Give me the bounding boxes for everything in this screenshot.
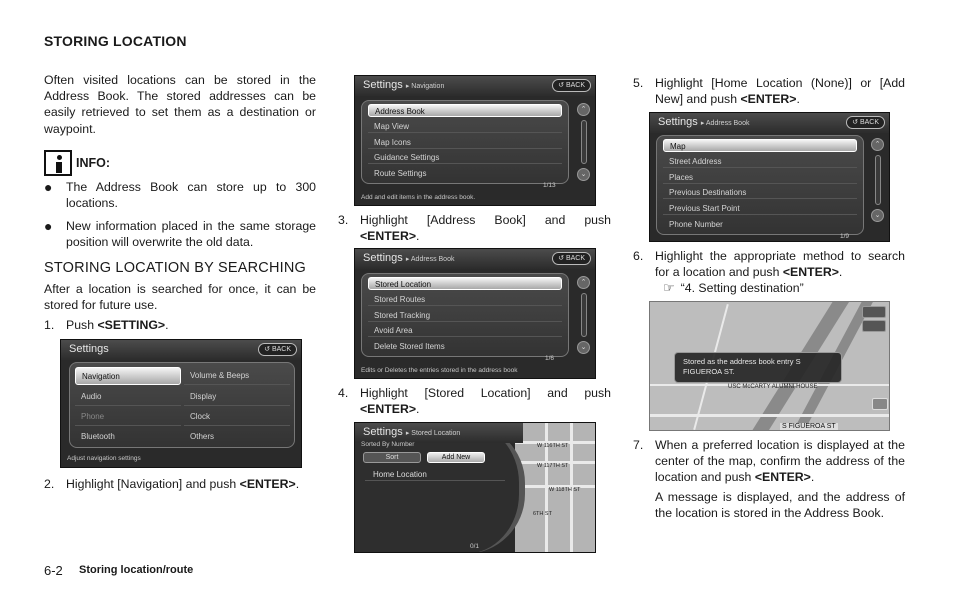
page-indicator: 1/13 [543, 182, 556, 189]
menu-item-stored-tracking[interactable]: Stored Tracking [368, 309, 562, 322]
bullet-icon: ● [44, 179, 53, 195]
back-button[interactable]: ↺ BACK [552, 79, 591, 92]
menu-item-volume[interactable]: Volume & Beeps [184, 367, 290, 385]
street-label: 6TH ST [533, 511, 552, 517]
scrollbar[interactable] [875, 155, 881, 205]
menu-item-delete-stored-items[interactable]: Delete Stored Items [374, 342, 445, 351]
sub-intro: After a location is searched for once, it can be stored for future use. [44, 282, 316, 313]
menu-item-previous-start-point[interactable]: Previous Start Point [663, 202, 857, 215]
menu-item-others[interactable]: Others [190, 432, 215, 441]
search-method-screen [649, 112, 890, 242]
cross-reference[interactable]: ☞ “4. Setting destination” [663, 280, 804, 295]
step-2: 2. Highlight [Navigation] and push <ENTER>. [44, 477, 300, 491]
address-book-screen [354, 248, 596, 379]
navigation-menu [361, 100, 569, 184]
poi-label: USC McCARTY ALUMNI HOUSE [728, 384, 818, 390]
step-4: 4. Highlight [Stored Location] and push <ENTER>. [338, 386, 611, 417]
menu-item-stored-routes[interactable]: Stored Routes [368, 293, 562, 306]
chapter-title: Storing location/route [79, 564, 194, 576]
navigation-settings-screen [354, 75, 596, 206]
menu-item-display[interactable]: Display [184, 388, 290, 406]
page-indicator: 1/6 [545, 355, 555, 362]
breadcrumb: ▸ Address Book [700, 120, 750, 127]
screen-status: Add and edit items in the address book. [361, 194, 476, 201]
menu-item-places[interactable]: Places [663, 171, 857, 184]
menu-item-map-icons[interactable]: Map Icons [368, 136, 562, 149]
menu-item-bluetooth[interactable]: Bluetooth [81, 432, 115, 441]
scroll-down-icon[interactable]: ⌄ [871, 209, 884, 222]
map-control-button[interactable] [862, 306, 886, 318]
intro-paragraph: Often visited locations can be stored in the Address Book. The stored addresses can be easily retrieved to set them as a destination or waypoint. [44, 73, 316, 136]
scroll-up-icon[interactable]: ⌃ [577, 103, 590, 116]
menu-item-phone-number[interactable]: Phone Number [669, 220, 723, 229]
screen-title: Settings [363, 426, 403, 438]
step-1: 1. Push <SETTING>. [44, 318, 169, 332]
stored-message-popup: Stored as the address book entry S FIGUEROA ST. [674, 352, 842, 383]
step-7-result: A message is displayed, and the address of the location is stored in the Address Book. [655, 490, 905, 521]
page-number: 6-2 [44, 563, 63, 578]
street-label: W 118TH ST [549, 487, 581, 493]
scroll-down-icon[interactable]: ⌄ [577, 341, 590, 354]
screen-title: Settings [69, 343, 109, 355]
scrollbar[interactable] [581, 120, 587, 164]
info-bullet: ● The Address Book can store up to 300 locations. [44, 179, 316, 211]
screen-title: Settings [363, 79, 403, 91]
screen-status: Edits or Deletes the entries stored in the address book [361, 367, 518, 374]
map-control-button[interactable] [862, 320, 886, 332]
back-button[interactable]: ↺ BACK [846, 116, 885, 129]
breadcrumb: ▸ Address Book [405, 256, 455, 263]
sub-title: STORING LOCATION BY SEARCHING [44, 260, 307, 276]
menu-item-address-book[interactable]: Address Book [368, 104, 562, 117]
address-book-menu [361, 273, 569, 357]
zoom-button[interactable] [872, 398, 888, 410]
menu-item-map[interactable]: Map [663, 139, 857, 152]
road-label: S FIGUEROA ST [782, 423, 836, 430]
stored-location-screen [354, 422, 596, 553]
menu-item-street-address[interactable]: Street Address [663, 155, 857, 168]
map-confirm-screen [649, 301, 890, 431]
back-button[interactable]: ↺ BACK [258, 343, 297, 356]
breadcrumb: ▸ Stored Location [405, 430, 461, 437]
sort-button[interactable]: Sort [363, 452, 421, 463]
street-label: W 117TH ST [537, 463, 569, 469]
info-label: INFO: [76, 156, 111, 170]
screen-status: Adjust navigation settings [67, 455, 141, 462]
section-title: STORING LOCATION [44, 33, 187, 49]
step-5: 5. Highlight [Home Location (None)] or [Add New] and push <ENTER>. [633, 76, 905, 107]
bullet-icon: ● [44, 218, 53, 234]
add-new-button[interactable]: Add New [427, 452, 485, 463]
step-3: 3. Highlight [Address Book] and push <ENTER>. [338, 213, 611, 244]
map-view[interactable] [515, 423, 596, 553]
menu-item-audio[interactable]: Audio [75, 388, 181, 406]
sort-order-label: Sorted By Number [361, 441, 415, 448]
menu-item-avoid-area[interactable]: Avoid Area [368, 324, 562, 337]
breadcrumb: ▸ Navigation [405, 83, 445, 90]
info-bullet: ● New information placed in the same storage position will overwrite the old data. [44, 218, 316, 250]
settings-menu [69, 362, 295, 448]
screen-title: Settings [363, 252, 403, 264]
scrollbar[interactable] [581, 293, 587, 337]
settings-screen [60, 339, 302, 468]
menu-item-navigation[interactable]: Navigation [75, 367, 181, 385]
info-header [44, 150, 110, 176]
search-method-menu [656, 135, 864, 235]
page-indicator: 1/9 [840, 233, 850, 240]
back-button[interactable]: ↺ BACK [552, 252, 591, 265]
screen-title: Settings [658, 116, 698, 128]
pointing-hand-icon: ☞ [663, 280, 675, 295]
step-7: 7. When a preferred location is displayed at the center of the map, confirm the address of the location and push <ENTER>. [633, 438, 905, 485]
scroll-up-icon[interactable]: ⌃ [871, 138, 884, 151]
info-icon [44, 150, 72, 176]
step-6: 6. Highlight the appropriate method to search for a location and push <ENTER>. [633, 249, 905, 280]
menu-item-guidance-settings[interactable]: Guidance Settings [368, 151, 562, 164]
menu-item-route-settings[interactable]: Route Settings [374, 169, 427, 178]
scroll-up-icon[interactable]: ⌃ [577, 276, 590, 289]
menu-item-clock[interactable]: Clock [184, 408, 290, 426]
home-location-item[interactable]: Home Location [365, 468, 505, 481]
scroll-down-icon[interactable]: ⌄ [577, 168, 590, 181]
street-label: W 116TH ST [537, 443, 569, 449]
page-indicator: 0/1 [470, 543, 480, 550]
menu-item-stored-location[interactable]: Stored Location [368, 277, 562, 290]
menu-item-previous-destinations[interactable]: Previous Destinations [663, 186, 857, 199]
menu-item-phone[interactable]: Phone [75, 408, 181, 426]
menu-item-map-view[interactable]: Map View [368, 120, 562, 133]
